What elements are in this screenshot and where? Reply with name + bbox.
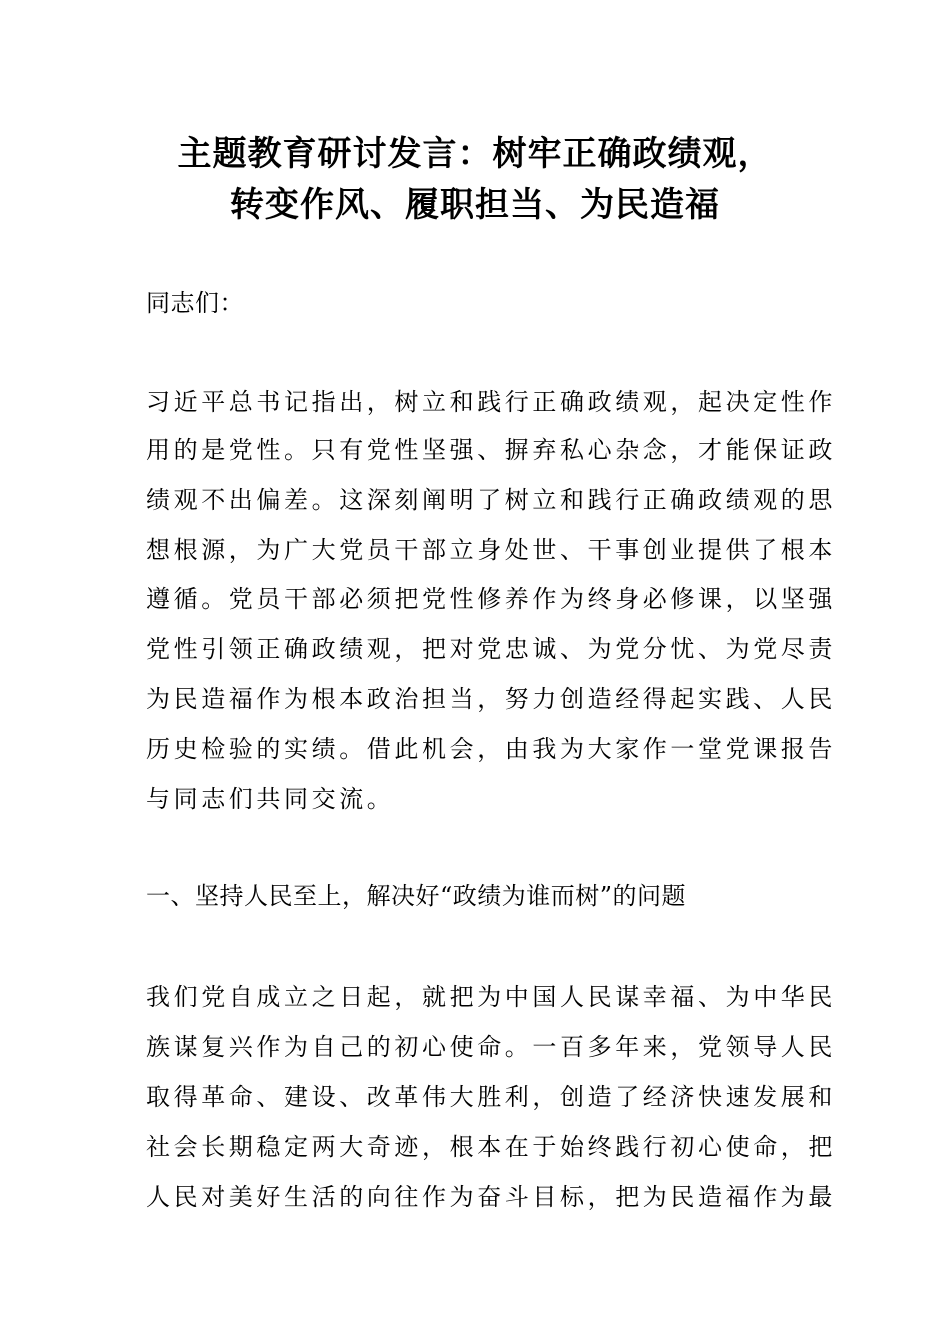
greeting: 同志们：	[146, 289, 244, 317]
paragraph-2-line-1: 我们党自成立之日起，就把为中国人民谋幸福、为中华民	[146, 983, 836, 1011]
section-1-heading: 一、坚持人民至上，解决好“政绩为谁而树”的问题	[146, 882, 687, 910]
paragraph-1-line-5: 遵循。党员干部必须把党性修养作为终身必修课，以坚强	[146, 585, 836, 613]
paragraph-1-line-3: 绩观不出偏差。这深刻阐明了树立和践行正确政绩观的思	[146, 486, 836, 514]
paragraph-1-line-9: 与同志们共同交流。	[146, 785, 395, 813]
paragraph-2-line-2: 族谋复兴作为自己的初心使命。一百多年来，党领导人民	[146, 1033, 836, 1061]
paragraph-2-line-3: 取得革命、建设、改革伟大胜利，创造了经济快速发展和	[146, 1083, 836, 1111]
document-title-line-1: 主题教育研讨发言：树牢正确政绩观，	[177, 134, 773, 174]
paragraph-1-line-7: 为民造福作为根本政治担当，努力创造经得起实践、人民	[146, 685, 836, 713]
paragraph-1-line-1: 习近平总书记指出，树立和践行正确政绩观，起决定性作	[146, 388, 836, 416]
document-title-line-2: 转变作风、履职担当、为民造福	[230, 185, 720, 225]
paragraph-1-line-2: 用的是党性。只有党性坚强、摒弃私心杂念，才能保证政	[146, 436, 836, 464]
paragraph-1-line-4: 想根源，为广大党员干部立身处世、干事创业提供了根本	[146, 536, 836, 564]
paragraph-1-line-6: 党性引领正确政绩观，把对党忠诚、为党分忧、为党尽责	[146, 635, 836, 663]
paragraph-2-line-5: 人民对美好生活的向往作为奋斗目标，把为民造福作为最	[146, 1183, 836, 1211]
paragraph-1-line-8: 历史检验的实绩。借此机会，由我为大家作一堂党课报告	[146, 735, 836, 763]
paragraph-2-line-4: 社会长期稳定两大奇迹，根本在于始终践行初心使命，把	[146, 1133, 836, 1161]
